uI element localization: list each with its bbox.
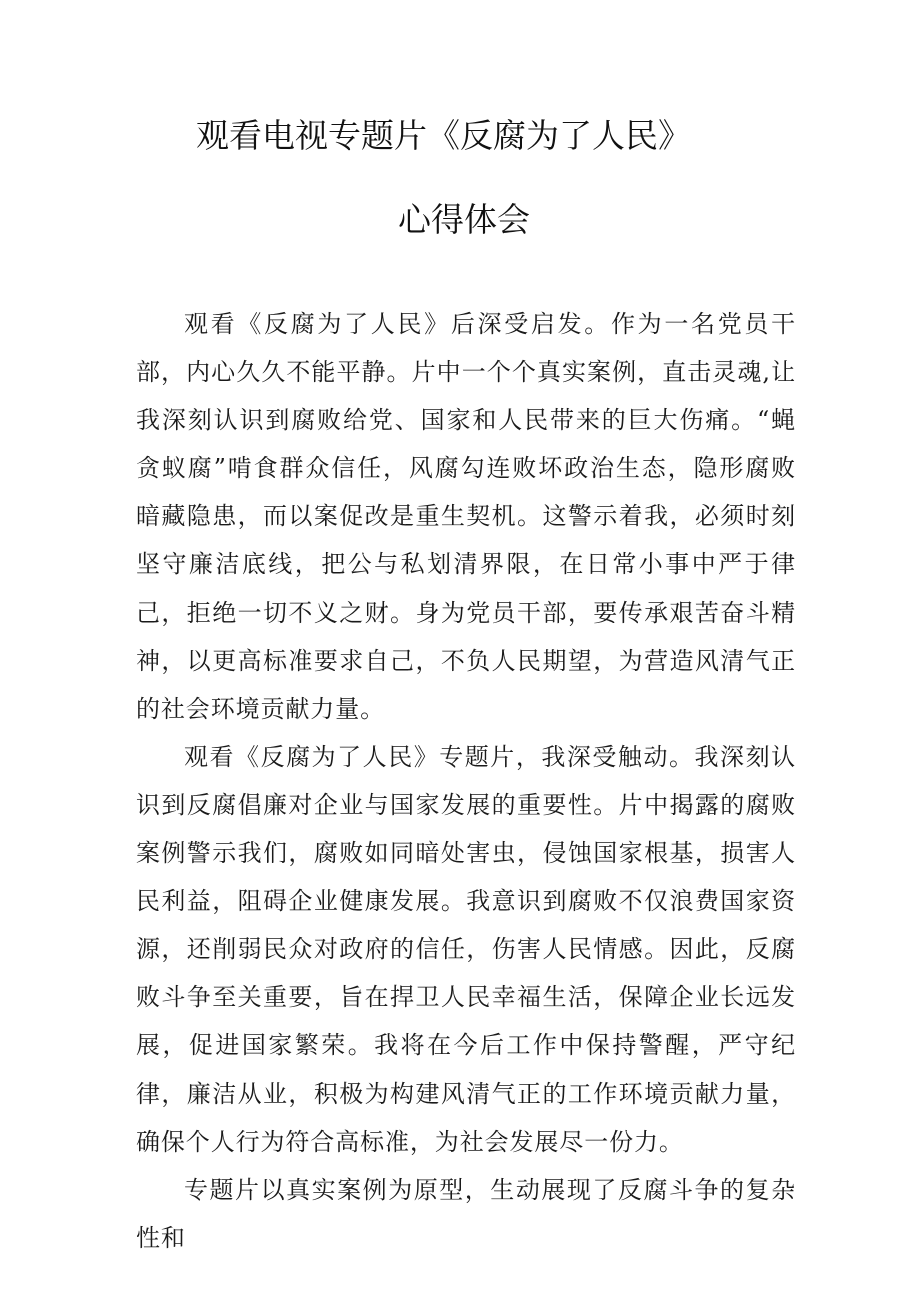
- paragraph-3: 专题片以真实案例为原型，生动展现了反腐斗争的复杂性和: [136, 1175, 796, 1252]
- document-title-line-1: 观看电视专题片《反腐为了人民》: [196, 116, 691, 155]
- paragraph-1: 观看《反腐为了人民》后深受启发。作为一名党员干部，内心久久不能平静。片中一个个真实案例，直击灵魂,让我深刻认识到腐败给党、国家和人民带来的巨大伤痛。“蝇贪蚁腐”啃食群众信任，风腐勾连败坏政治生态，隐形腐败暗藏隐患，而以案促改是重生契机。这警示着我，必须时刻坚守廉洁底线，把公与私划清界限，在日常小事中严于律己，拒绝一切不义之财。身为党员干部，要传承艰苦奋斗精神，以更高标准要求自己，不负人民期望，为营造风清气正的社会环境贡献力量。: [136, 310, 796, 723]
- paragraph-2: 观看《反腐为了人民》专题片，我深受触动。我深刻认识到反腐倡廉对企业与国家发展的重要性。片中揭露的腐败案例警示我们，腐败如同暗处害虫，侵蚀国家根基，损害人民利益，阻碍企业健康发展。我意识到腐败不仅浪费国家资源，还削弱民众对政府的信任，伤害人民情感。因此，反腐败斗争至关重要，旨在捍卫人民幸福生活，保障企业长远发展，促进国家繁荣。我将在今后工作中保持警醒，严守纪律，廉洁从业，积极为构建风清气正的工作环境贡献力量，确保个人行为符合高标准，为社会发展尽一份力。: [136, 742, 796, 1156]
- document-title-line-2: 心得体会: [398, 200, 530, 239]
- document-body: [136, 300, 796, 1262]
